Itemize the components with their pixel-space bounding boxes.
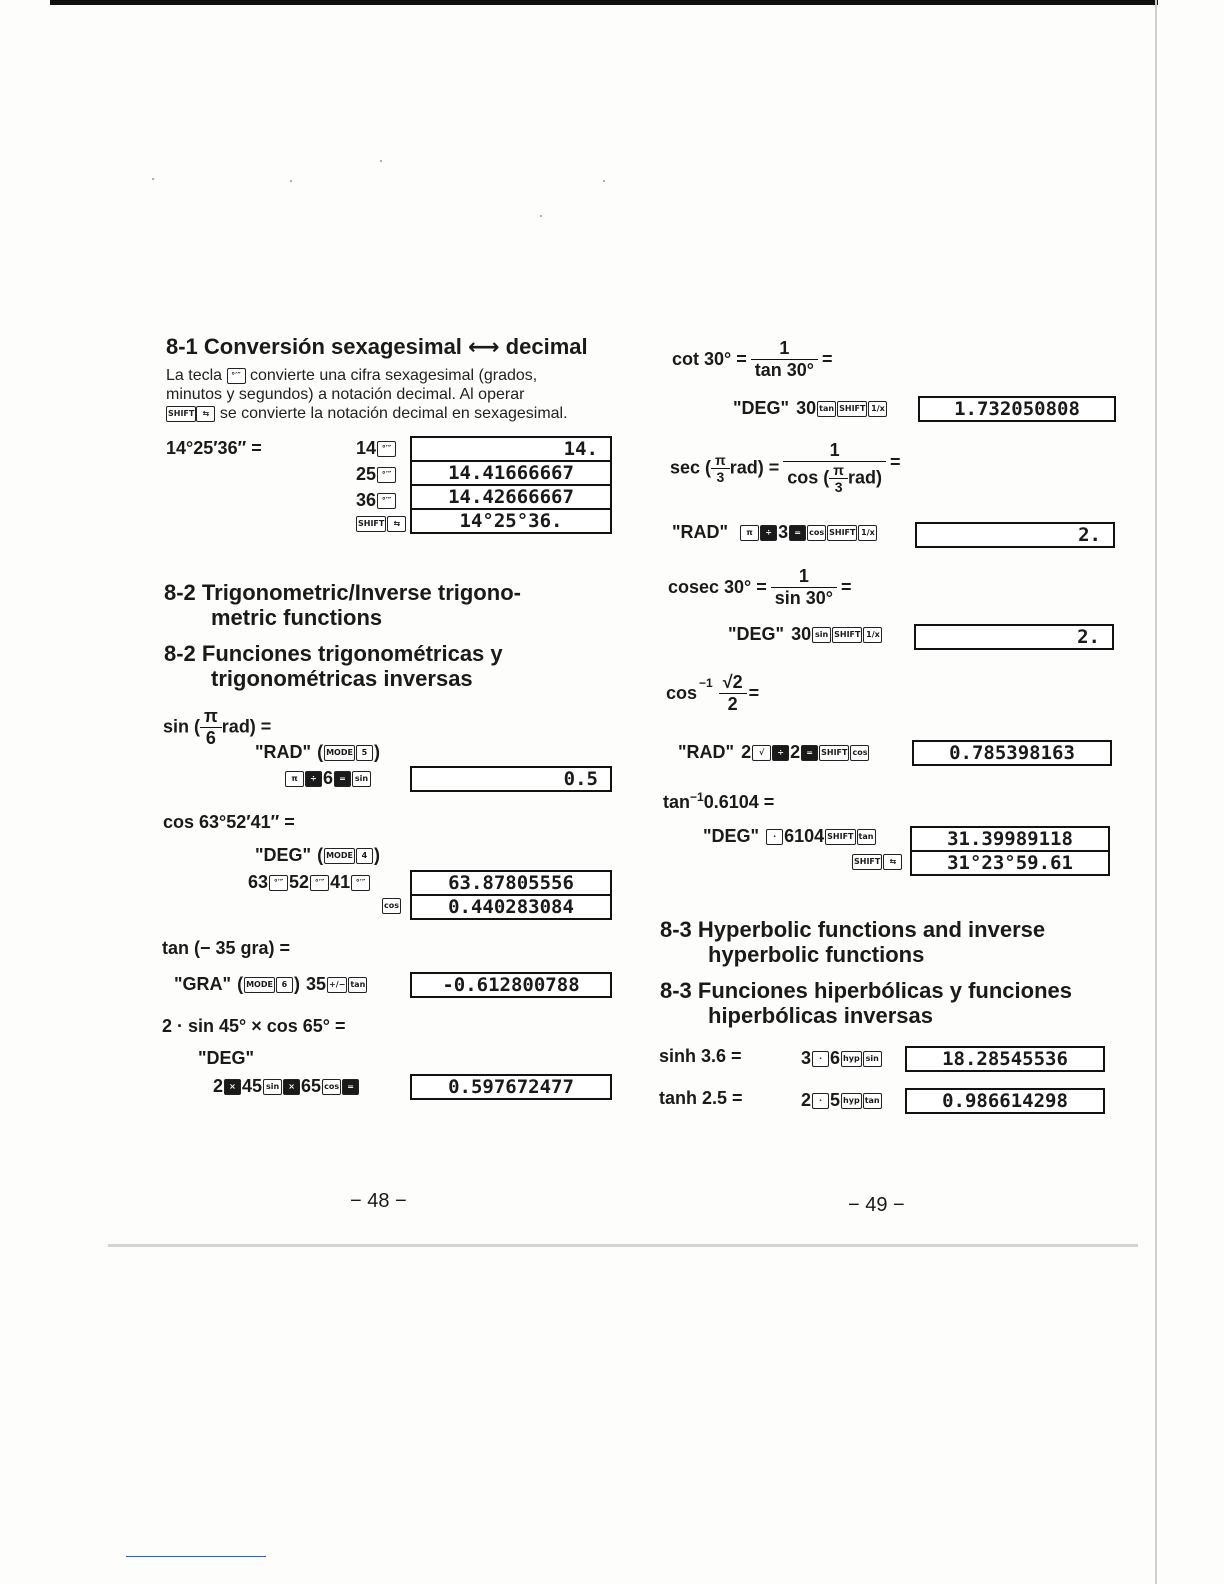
dms-reverse-key-icon: ⇆ (196, 406, 215, 422)
shift-key-icon: SHIFT (819, 745, 849, 761)
reciprocal-key-icon: 1/x (863, 627, 882, 643)
dms-reverse-key-icon: ⇆ (387, 516, 406, 532)
dms-key-icon: °′″ (377, 441, 396, 457)
sin-key-icon: sin (812, 627, 831, 643)
multiply-key-icon: × (283, 1079, 300, 1095)
key-sequence: 63 °′″ 52 °′″ 41 °′″ (248, 872, 370, 893)
section-8-1-heading: 8-1 Conversión sexagesimal ⟷ decimal (166, 334, 588, 359)
calculator-display: 1.732050808 (918, 396, 1116, 422)
shift-key-icon: SHIFT (827, 525, 857, 541)
calculator-display: 31°23°59.61 (910, 850, 1110, 876)
sinh-expression: sinh 3.6 = (659, 1046, 742, 1066)
product-expression: 2 · sin 45° × cos 65° = (162, 1016, 346, 1036)
calculator-display: 0.986614298 (905, 1088, 1105, 1114)
shift-key-icon: SHIFT (832, 627, 862, 643)
right-border (1155, 0, 1157, 1584)
calculator-display: 31.39989118 (910, 826, 1110, 852)
decimal-point-key-icon: · (766, 829, 783, 845)
speck (290, 180, 292, 182)
sin-key-icon: sin (863, 1051, 882, 1067)
sin-key-icon: sin (352, 771, 371, 787)
divide-key-icon: ÷ (760, 525, 777, 541)
cosec-expression: cosec 30° = $\frac{1}{\sin 30^\circ}$ = (668, 566, 852, 608)
reciprocal-key-icon: 1/x (858, 525, 877, 541)
key-sequence: "DEG" 30 tan SHIFT 1/x (733, 398, 887, 419)
key-sequence (382, 898, 401, 914)
dms-reverse-key-icon: ⇆ (883, 854, 902, 870)
decimal-point-key-icon: · (812, 1093, 829, 1109)
key-sequence: 2 × 45 sin × 65 cos = (213, 1076, 359, 1097)
key-sequence: "DEG" 30 sin SHIFT 1/x (728, 624, 882, 645)
sin-expression: sin ( $\frac{\pi}{6}$ rad) = (163, 706, 272, 748)
calculator-display: 14°25°36. (410, 508, 612, 534)
section-8-2-heading-en-2: metric functions (211, 605, 383, 630)
calculator-display: 14.41666667 (410, 460, 612, 486)
calculator-display: 63.87805556 (410, 870, 612, 896)
pi-key-icon: π (740, 525, 759, 541)
key-sequence: 36 °′″ (356, 490, 396, 511)
equals-key-icon: = (789, 525, 806, 541)
tan-key-icon: tan (817, 401, 836, 417)
shift-key-icon: SHIFT (852, 854, 882, 870)
dms-key-icon: °′″ (269, 875, 288, 891)
section-8-1-desc-line3: SHIFT ⇆ se convierte la notación decimal en sexagesimal. (168, 405, 568, 422)
dms-key-icon: °′″ (377, 493, 396, 509)
cos-expression: cos 63°52′41″ = (163, 812, 295, 832)
hyp-key-icon: hyp (841, 1051, 862, 1067)
dms-key-icon: °′″ (310, 875, 329, 891)
section-8-3-heading-en-1: 8-3 Hyperbolic functions and inverse (660, 917, 1046, 942)
shift-key-icon: SHIFT (166, 406, 196, 422)
section-8-2-heading-en-1: 8-2 Trigonometric/Inverse trigono- (164, 580, 521, 605)
sin-key-icon: sin (263, 1079, 282, 1095)
key-sequence (356, 516, 406, 532)
section-8-1-desc-line2: minutos y segundos) a notación decimal. Al operar (166, 386, 525, 403)
decimal-point-key-icon: · (812, 1051, 829, 1067)
digit-key-icon: 5 (356, 745, 373, 761)
page-number-right: − 49 − (848, 1194, 905, 1216)
key-sequence: 14 °′″ (356, 438, 396, 459)
top-border (50, 0, 1158, 5)
page-number-left: − 48 − (350, 1190, 407, 1212)
key-sequence: "RAD" 2 √ ÷ 2 = SHIFT cos (678, 742, 868, 762)
cos-key-icon: cos (382, 898, 401, 914)
equals-key-icon: = (334, 771, 351, 787)
mode-label: "DEG" (198, 1048, 255, 1068)
sign-change-key-icon: +/− (327, 977, 347, 993)
tan-key-icon: tan (857, 829, 876, 845)
key-sequence: 25 °′″ (356, 464, 396, 485)
atan-expression: $\tan^{-1}0.6104$ = (663, 790, 775, 812)
speck (603, 180, 605, 182)
cos-key-icon: cos (850, 745, 869, 761)
bottom-rule (108, 1244, 1138, 1247)
tan-key-icon: tan (348, 977, 367, 993)
digit-key-icon: 6 (276, 977, 293, 993)
key-sequence: 3 · 6 hyp sin (801, 1048, 882, 1069)
calculator-display: 0.597672477 (410, 1074, 612, 1100)
tan-key-icon: tan (863, 1093, 882, 1109)
tanh-expression: tanh 2.5 = (659, 1088, 743, 1108)
section-8-2-heading-es-1: 8-2 Funciones trigonométricas y (164, 641, 503, 666)
cot-expression: cot 30° = $\frac{1}{\tan 30^\circ}$ = (672, 338, 833, 380)
cos-key-icon: cos (807, 525, 826, 541)
key-sequence: 2 · 5 hyp tan (801, 1090, 882, 1111)
pi-key-icon: π (285, 771, 304, 787)
display-stack (410, 436, 612, 534)
mode-line: "RAD" ( MODE 5 ) (255, 742, 380, 762)
reciprocal-key-icon: 1/x (868, 401, 887, 417)
cos-key-icon: cos (322, 1079, 341, 1095)
equals-key-icon: = (342, 1079, 359, 1095)
section-8-3-heading-es-1: 8-3 Funciones hiperbólicas y funciones (660, 978, 1072, 1003)
dms-key-icon: °′″ (351, 875, 370, 891)
digit-key-icon: 4 (356, 848, 373, 864)
divide-key-icon: ÷ (305, 771, 322, 787)
dms-key-icon: °′″ (227, 368, 246, 384)
section-8-2-heading-es-2: trigonométricas inversas (211, 666, 473, 691)
section-8-3-heading-es-2: hiperbólicas inversas (708, 1003, 933, 1028)
divide-key-icon: ÷ (772, 745, 789, 761)
tan-expression: tan (− 35 gra) = (162, 938, 291, 958)
calculator-display: 0.785398163 (912, 740, 1112, 766)
sqrt-key-icon: √ (752, 745, 771, 761)
hyp-key-icon: hyp (841, 1093, 862, 1109)
calculator-display: 14. (410, 436, 612, 462)
dms-key-icon: °′″ (377, 467, 396, 483)
key-sequence (852, 854, 902, 870)
section-8-3-heading-en-2: hyperbolic functions (708, 942, 925, 967)
shift-key-icon: SHIFT (837, 401, 867, 417)
calculator-display: 0.440283084 (410, 894, 612, 920)
speck (540, 215, 542, 217)
calculator-display: -0.612800788 (410, 972, 612, 998)
speck (152, 178, 154, 180)
mode-key-icon: MODE (324, 848, 355, 864)
mode-key-icon: MODE (324, 745, 355, 761)
equals-key-icon: = (801, 745, 818, 761)
calculator-display: 14.42666667 (410, 484, 612, 510)
key-sequence: "GRA" ( MODE 6 ) 35 +/− tan (174, 974, 367, 995)
calculator-display: 0.5 (410, 766, 612, 792)
display-stack (410, 870, 612, 920)
section-8-1-desc-line1: La tecla °′″ convierte una cifra sexagesimal (grados, (166, 367, 538, 384)
mode-key-icon: MODE (244, 977, 275, 993)
blue-rule (126, 1556, 266, 1557)
sec-expression: sec ( $\frac{\pi}{3}$ rad) = 1 cos ( $\frac{\pi}{3}$ rad) = (670, 440, 901, 495)
shift-key-icon: SHIFT (825, 829, 855, 845)
multiply-key-icon: × (224, 1079, 241, 1095)
mode-line: "DEG" ( MODE 4 ) (255, 845, 380, 865)
acos-expression: cos $^{-1}$ $\frac{√2}{2}$ = (666, 672, 760, 714)
calculator-display: 18.28545536 (905, 1046, 1105, 1072)
calculator-display: 2. (914, 624, 1114, 650)
key-sequence: "RAD" π ÷ 3 = cos SHIFT 1/x (672, 522, 877, 543)
key-sequence: π ÷ 6 = sin (285, 768, 371, 789)
speck (380, 160, 382, 162)
shift-key-icon: SHIFT (356, 516, 386, 532)
calculator-display: 2. (915, 522, 1115, 548)
sexagesimal-expression: 14°25′36″ = (166, 438, 262, 458)
display-stack (910, 826, 1110, 876)
key-sequence: "DEG" · 6104 SHIFT tan (703, 826, 876, 847)
